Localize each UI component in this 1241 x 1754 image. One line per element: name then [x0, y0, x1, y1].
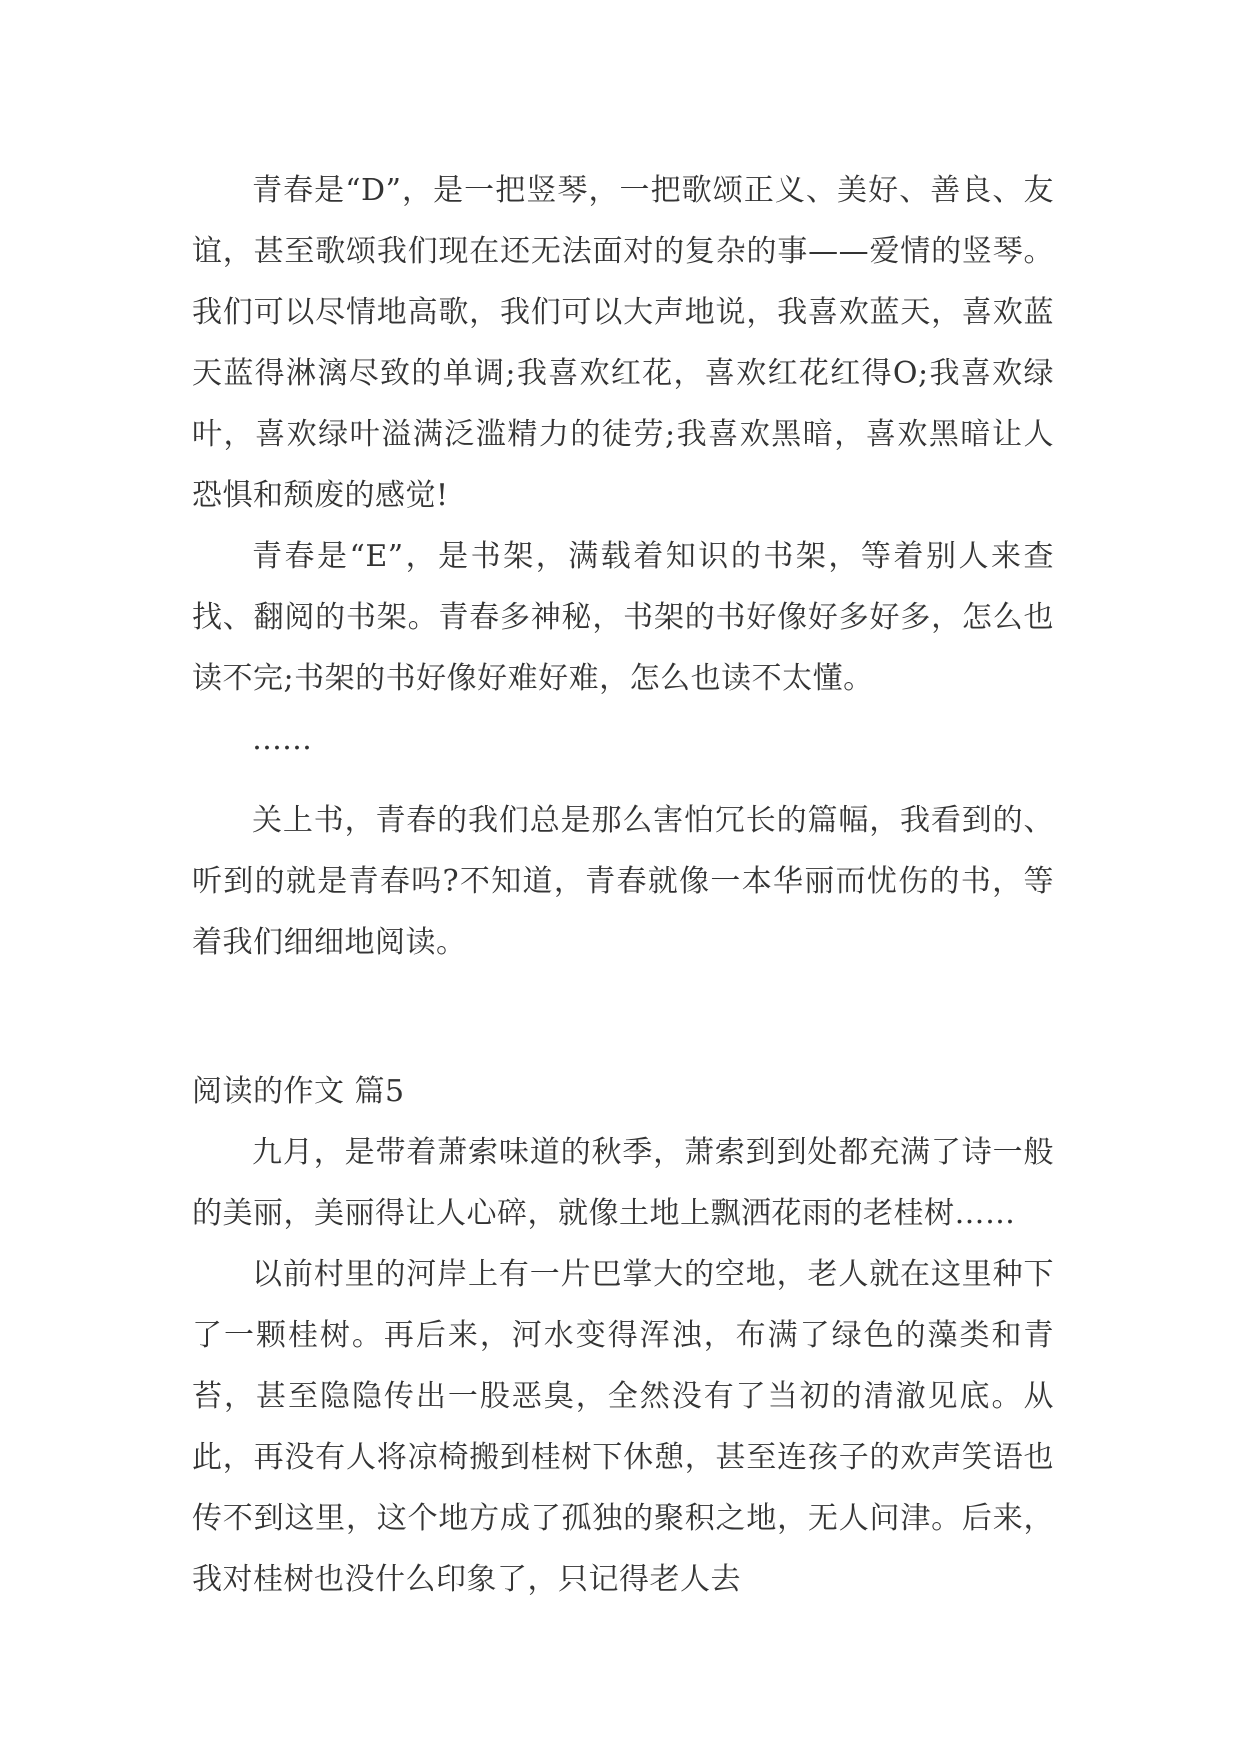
document-page	[192, 160, 1054, 1610]
section-title: 阅读的作文 篇5	[192, 1074, 405, 1109]
paragraph-closing: 关上书，青春的我们总是那么害怕冗长的篇幅，我看到的、听到的就是青春吗?不知道，青春就像一本华丽而忧伤的书，等着我们细细地阅读。	[192, 803, 1054, 960]
ellipsis-line: ……	[252, 722, 312, 757]
paragraph-september: 九月，是带着萧索味道的秋季，萧索到到处都充满了诗一般的美丽，美丽得让人心碎，就像土地上飘洒花雨的老桂树……	[192, 1135, 1054, 1231]
paragraph-youth-e: 青春是“E”，是书架，满载着知识的书架，等着别人来查找、翻阅的书架。青春多神秘，书架的书好像好多好多，怎么也读不完;书架的书好像好难好难，怎么也读不太懂。	[192, 539, 1054, 696]
paragraph-osmanthus-tree: 以前村里的河岸上有一片巴掌大的空地，老人就在这里种下了一颗桂树。再后来，河水变得浑浊，布满了绿色的藻类和青苔，甚至隐隐传出一股恶臭，全然没有了当初的清澈见底。从此，再没有人将凉椅搬到桂树下休憩，甚至连孩子的欢声笑语也传不到这里，这个地方成了孤独的聚积之地，无人问津。后来，我对桂树也没什么印象了，只记得老人去	[192, 1257, 1054, 1597]
paragraph-youth-d: 青春是“D”，是一把竖琴，一把歌颂正义、美好、善良、友谊，甚至歌颂我们现在还无法面对的复杂的事——爱情的竖琴。我们可以尽情地高歌，我们可以大声地说，我喜欢蓝天，喜欢蓝天蓝得淋漓尽致的单调;我喜欢红花，喜欢红花红得O;我喜欢绿叶，喜欢绿叶溢满泛滥精力的徒劳;我喜欢黑暗，喜欢黑暗让人恐惧和颓废的感觉!	[192, 173, 1054, 513]
